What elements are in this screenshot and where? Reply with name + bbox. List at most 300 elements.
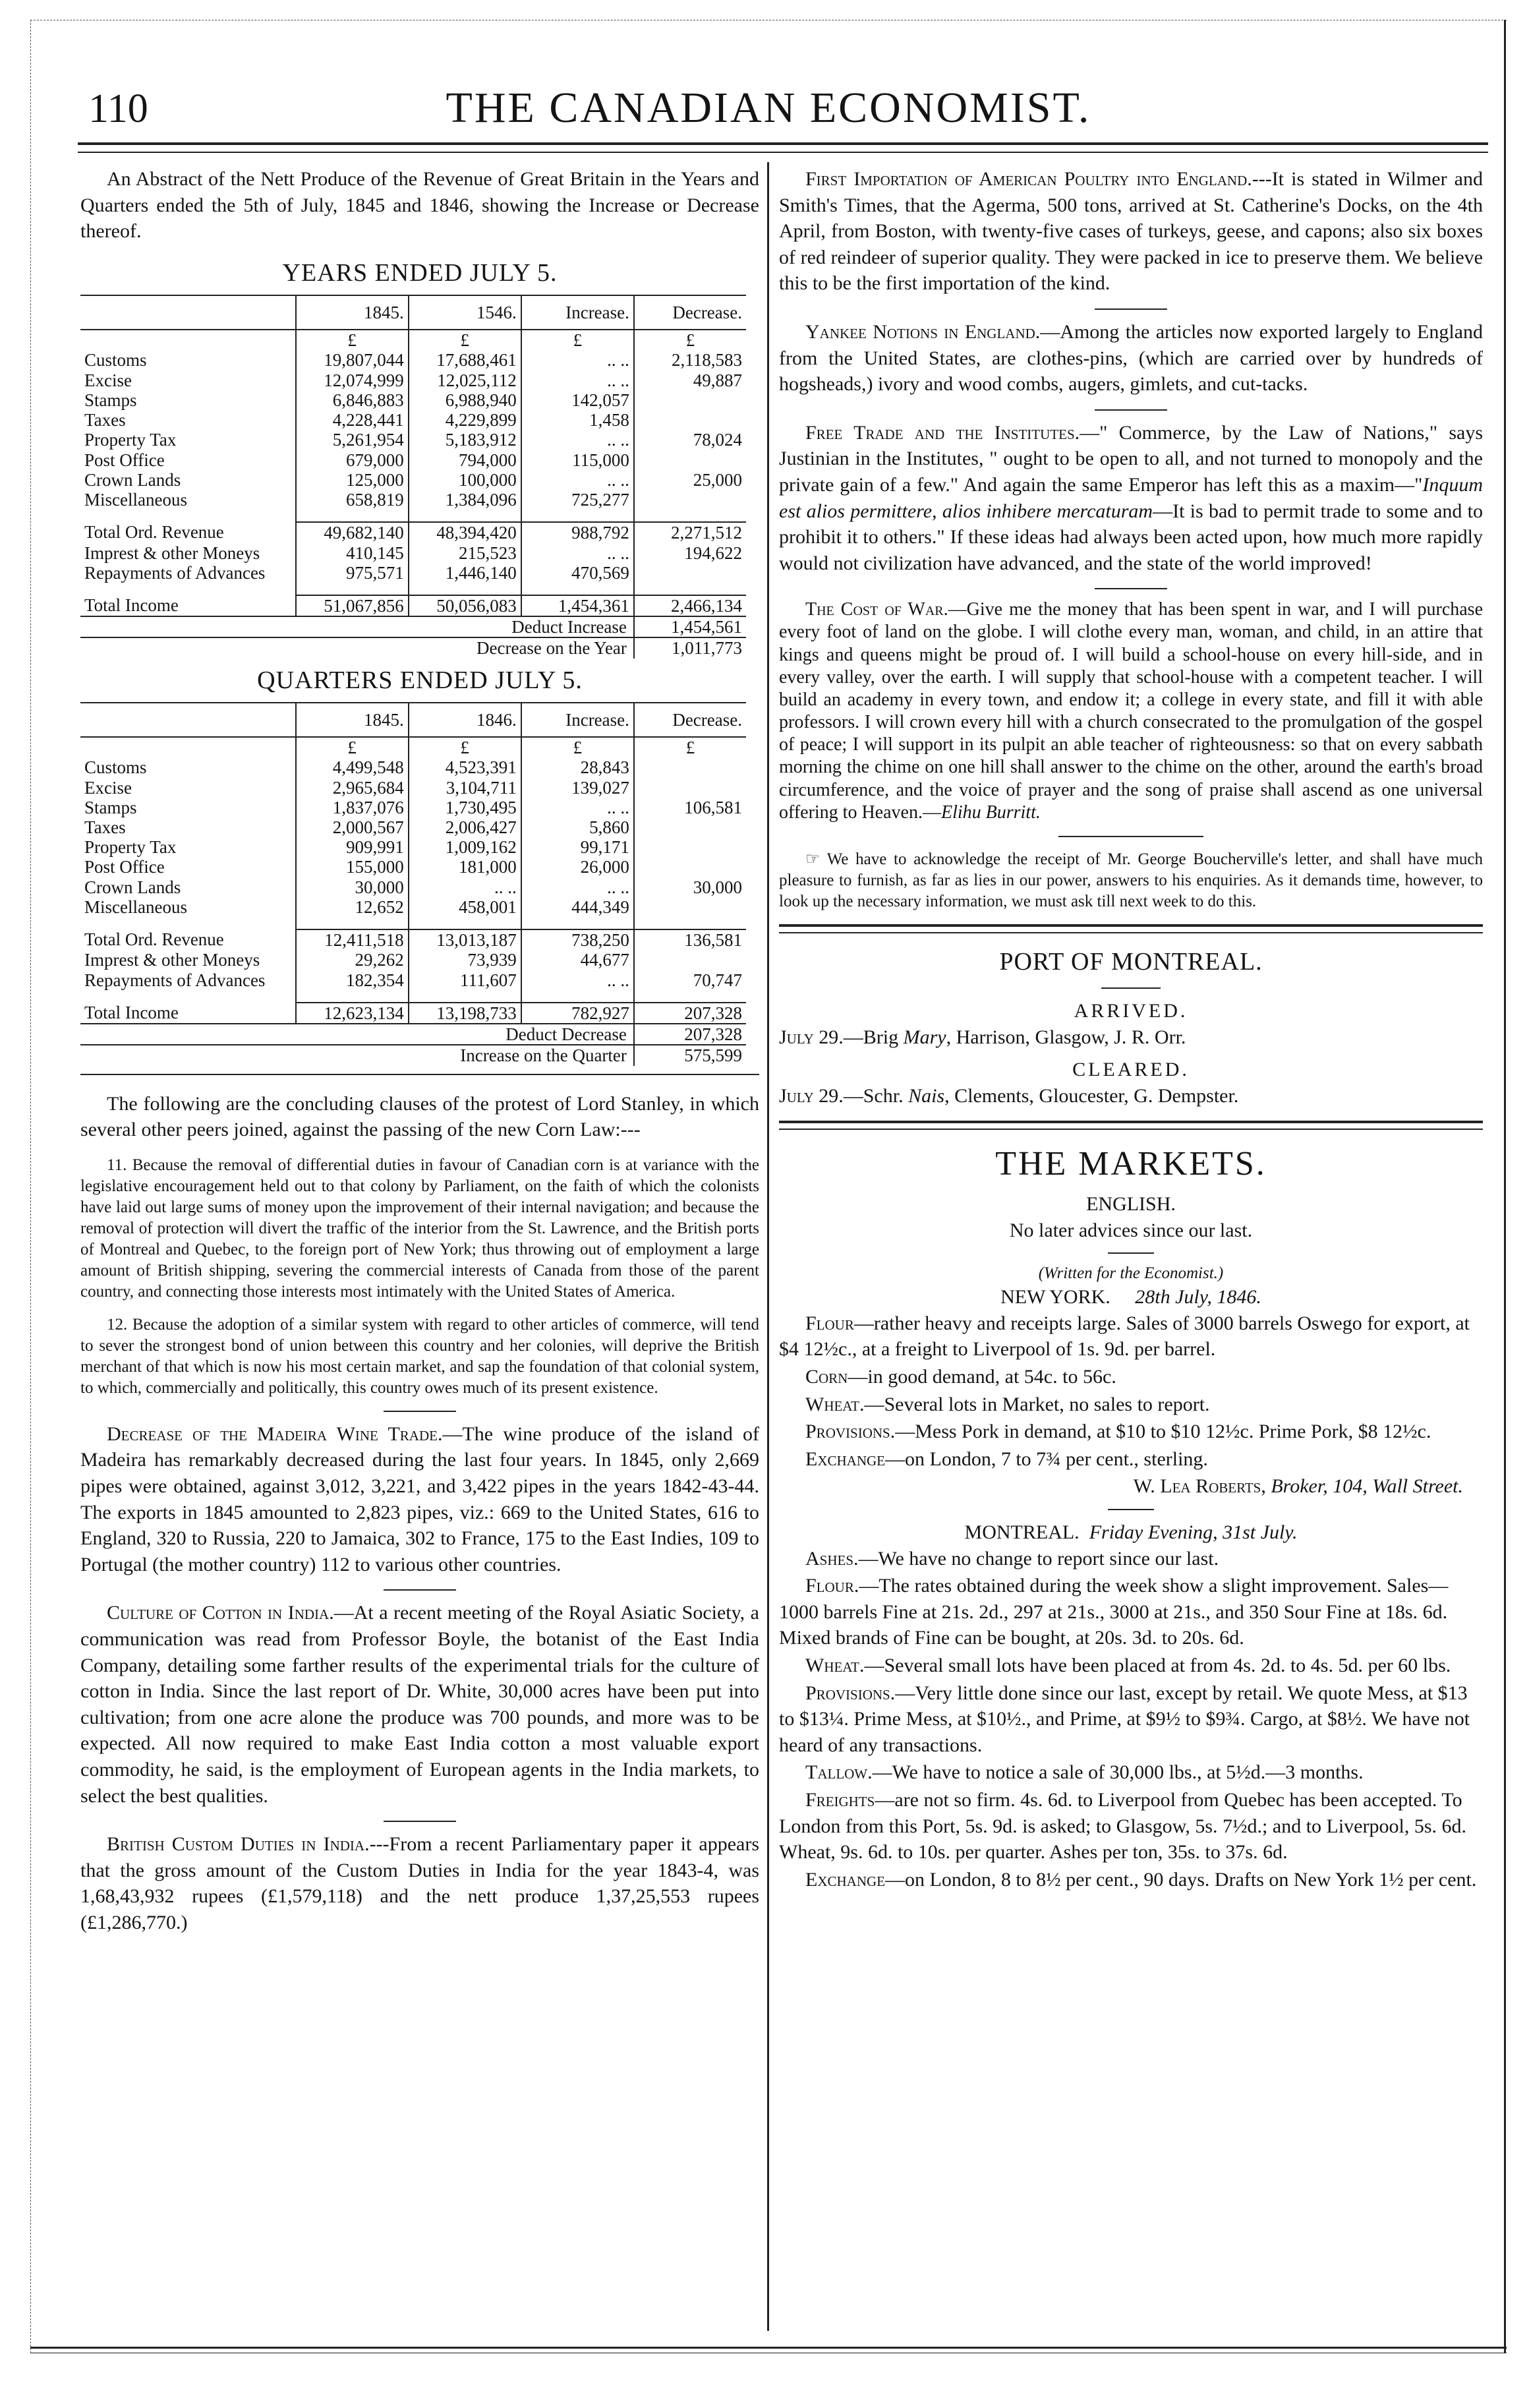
cotton-article [80,1600,759,1809]
table-cell: 1,446,140 [409,563,521,583]
table-cell: 5,261,954 [296,430,409,450]
table-row [80,970,746,990]
row-label: Miscellaneous [84,896,187,917]
quarters-col-decrease: Decrease. [634,703,746,737]
summary-label: Deduct Increase [80,616,634,637]
table-row [80,350,746,370]
quarters-col-1846: 1846. [409,703,521,737]
table-cell: 215,523 [409,543,521,563]
table-cell [634,897,746,917]
cleared-entry [779,1083,1483,1109]
table-cell: 30,000 [634,877,746,897]
currency-cell: £ [409,330,521,350]
row-label: Imprest & other Moneys [84,950,260,970]
years-col-increase: Increase. [521,295,634,330]
table-cell: 444,349 [521,897,634,917]
cleared-a: —Schr. [843,1084,904,1107]
ny-place: NEW YORK. [1000,1286,1111,1308]
market-item-label: Exchange [805,1448,885,1470]
free-trade-latin: Inquum est alios permittere, alios inhibere mercaturam [779,473,1483,522]
table-cell: .. .. [521,350,634,370]
separator [1108,1252,1154,1254]
table-cell: 50,056,083 [409,595,521,616]
table-cell: .. .. [521,430,634,450]
market-item-text: —on London, 7 to 7¾ per cent., sterling. [885,1448,1208,1470]
ny-market-list [779,1310,1483,1473]
spacer-cell [296,990,409,1003]
table-cell: 782,927 [521,1003,634,1024]
table-cell: .. .. [521,970,634,990]
ny-signature-rest: Broker, 104, Wall Street. [1271,1475,1463,1498]
table-cell: 12,025,112 [409,370,521,390]
row-label: Miscellaneous [84,490,187,510]
table-cell: 155,000 [296,857,409,877]
market-item-label: Flour [805,1575,854,1597]
currency-cell: £ [634,737,746,757]
table-cell: .. .. [521,877,634,897]
table-cell: 458,001 [409,897,521,917]
table-row [80,837,746,857]
table-cell: 4,229,899 [409,410,521,430]
cotton-title: Culture of Cotton in India. [107,1602,334,1624]
summary-row [80,1045,746,1065]
free-trade-body-a: —" Commerce, by the Law of Nations," says Justinian in the Institutes, " ought to be open to all, and not turned to monopoly and the private gain of a few." And again the same Emperor has left this as a maxim—" [779,421,1483,496]
separator [384,1821,456,1822]
market-item [779,1867,1483,1893]
column-divider [767,162,769,2331]
table-cell: 194,622 [634,543,746,563]
market-item-label: Flour [805,1312,854,1334]
market-item [779,1392,1483,1418]
spacer-cell [634,990,746,1003]
spacer-cell [80,990,296,1003]
table-row [80,1003,746,1024]
market-item-label: Ashes [805,1547,854,1570]
table-cell: 99,171 [521,837,634,857]
ny-dateline [779,1284,1483,1310]
table-cell: 1,730,495 [409,798,521,817]
table-cell: 658,819 [296,490,409,510]
table-row [80,798,746,817]
table-cell: 1,009,162 [409,837,521,857]
page-border-bottom [30,2347,1507,2353]
arrived-label: ARRIVED. [1074,1000,1188,1022]
abstract-intro: An Abstract of the Nett Produce of the Revenue of Great Britain in the Years and Quarters ended the 5th of July, 1845 and 1846, showing the Increase or Decrease thereof. [80,168,759,243]
market-item-text: .—Several lots in Market, no sales to report. [859,1393,1210,1415]
customs-title: British Custom Duties in India. [107,1833,370,1856]
market-item-text: .—The rates obtained during the week show a slight improvement. Sales—1000 barrels Fine at 21s. 2d., 297 at 21s., 3000 at 21s., and 350 Sour Fine at 18s. 6d. Mixed brands of Fine can be bought, at 20s. 3d. to 20s. 6d. [779,1575,1449,1649]
table-cell: 13,198,733 [409,1003,521,1024]
table-cell [634,857,746,877]
currency-cell: £ [521,737,634,757]
spacer-row [80,917,746,929]
table-row [80,929,746,950]
yankee-article [779,319,1483,397]
currency-cell: £ [409,737,521,757]
ny-signature [779,1473,1463,1500]
table-cell: 78,024 [634,430,746,450]
separator [1095,588,1167,589]
row-label: Stamps [84,797,137,817]
market-item-label: Wheat [805,1393,859,1415]
table-cell: 30,000 [296,877,409,897]
years-body [80,330,746,659]
market-item [779,1310,1483,1363]
ny-date: 28th July, 1846. [1135,1286,1261,1308]
quarters-heading: QUARTERS ENDED JULY 5. [257,666,583,694]
table-cell [634,390,746,410]
table-row [80,522,746,543]
market-item-text: —rather heavy and receipts large. Sales of 3000 barrels Oswego for export, at $4 12½c., at a freight to Liverpool of 1s. 9d. per barrel. [779,1312,1470,1361]
madeira-title: Decrease of the Madeira Wine Trade. [107,1423,443,1445]
yankee-body: —Among the articles now exported largely to England from the United States, are clothes-pins, (which are carried over by hundreds of hogsheads,) ivory and wood combs, augers, gimlets, and cut-tacks. [779,320,1483,396]
table-cell: 2,006,427 [409,817,521,837]
quarters-header-row [80,703,746,737]
table-row [80,595,746,616]
market-item-text: .—We have no change to report since our last. [853,1547,1219,1570]
row-label [80,330,296,350]
section-rule [779,924,1483,933]
table-cell: 2,118,583 [634,350,746,370]
table-row [80,877,746,897]
table-row [80,430,746,450]
summary-value: 1,011,773 [634,637,746,658]
table-row [80,778,746,798]
table-cell [634,778,746,798]
table-cell: 12,623,134 [296,1003,409,1024]
market-item-label: Corn [805,1366,848,1388]
stanley-clause-11: 11. Because the removal of differential duties in favour of Canadian corn is at variance with the legislative encouragement held out to that colony by Parliament, on the faith of which the colonists have laid out large sums of money upon the improvement of their internal navigation; and because the removal of protection will divert the traffic of the interior from the St. Lawrence, and the British ports of Montreal and Quebec, to the foreign port of New York; thus throwing out of employment a large amount of British shipping, severing the commercial interests of Canada from those of the parent country, and connecting those interests most intimately with the United States of America. [80,1156,759,1301]
arrived-a: —Brig [843,1026,899,1048]
table-row [80,543,746,563]
war-title: The Cost of War. [805,599,948,620]
table-cell: 181,000 [409,857,521,877]
table-cell: 17,688,461 [409,350,521,370]
table-row [80,950,746,970]
table-cell [634,837,746,857]
row-label: Total Income [84,595,179,615]
market-item [779,1546,1483,1572]
table-cell: 4,523,391 [409,757,521,777]
table-cell: 975,571 [296,563,409,583]
table-cell: 142,057 [521,390,634,410]
masthead-rule [78,142,1488,153]
spacer-cell [296,917,409,929]
table-cell: 6,988,940 [409,390,521,410]
table-cell: 5,860 [521,817,634,837]
customs-article [80,1831,759,1935]
spacer-cell [296,510,409,522]
table-cell: 51,067,856 [296,595,409,616]
table-cell: 115,000 [521,450,634,470]
free-trade-article [779,420,1483,577]
table-row [80,817,746,837]
cleared-ship: Nais [908,1084,945,1107]
market-item-text: —in good demand, at 54c. to 56c. [848,1366,1116,1388]
currency-cell: £ [296,737,409,757]
arrived-date: July 29. [779,1026,844,1048]
years-col-1845: 1845. [296,295,409,330]
table-cell: 3,104,711 [409,778,521,798]
mtl-market-list [779,1546,1483,1893]
cleared-b: , Clements, Gloucester, G. Dempster. [944,1084,1239,1107]
row-label: Crown Lands [84,469,181,490]
table-cell: 70,747 [634,970,746,990]
mtl-date: Friday Evening, 31st July. [1089,1521,1298,1543]
table-cell: .. .. [409,877,521,897]
ny-signature-name: W. Lea Roberts, [1133,1475,1266,1498]
arrived-b: , Harrison, Glasgow, J. R. Orr. [946,1026,1186,1048]
mtl-dateline [779,1519,1483,1546]
spacer-cell [80,917,296,929]
market-item [779,1787,1483,1865]
table-cell: 48,394,420 [409,522,521,543]
separator [384,1589,456,1591]
market-item [779,1446,1483,1473]
table-cell: 794,000 [409,450,521,470]
table-cell: 4,499,548 [296,757,409,777]
row-label: Customs [84,757,147,778]
quarters-table [80,702,746,1066]
table-cell: 2,271,512 [634,522,746,543]
summary-value: 1,454,561 [634,616,746,637]
spacer-cell [634,917,746,929]
table-cell: 49,887 [634,370,746,390]
table-cell: 19,807,044 [296,350,409,370]
quarters-col-1845: 1845. [296,703,409,737]
table-cell: 1,384,096 [409,490,521,510]
row-label: Repayments of Advances [84,562,266,583]
years-col-label [80,295,296,330]
table-cell [634,817,746,837]
table-cell: 100,000 [409,470,521,490]
table-row [80,390,746,410]
table-cell: 5,183,912 [409,430,521,450]
english-note: No later advices since our last. [1009,1219,1253,1241]
years-table [80,295,746,659]
english-label: ENGLISH. [1086,1193,1176,1216]
quarters-body [80,737,746,1066]
summary-label: Increase on the Quarter [80,1045,634,1065]
table-cell: 12,652 [296,897,409,917]
row-label: Imprest & other Moneys [84,543,260,563]
row-label: Repayments of Advances [84,970,266,990]
spacer-cell [296,583,409,595]
arrived-entry [779,1024,1483,1051]
market-item [779,1653,1483,1679]
table-row [80,410,746,430]
market-item-text: .—Several small lots have been placed at from 4s. 2d. to 4s. 5d. per 60 lbs. [859,1654,1451,1676]
table-row [80,897,746,917]
table-cell: 125,000 [296,470,409,490]
table-row [80,490,746,510]
table-cell: 207,328 [634,1003,746,1024]
table-row [80,857,746,877]
table-cell: 679,000 [296,450,409,470]
table-cell [634,757,746,777]
poultry-body: ---It is stated in Wilmer and Smith's Times, that the Agerma, 500 tons, arrived at St. Catherine's Docks, on the 4th April, from Boston, with twenty-five cases of turkeys, geese, and capons; also six boxes of red reindeer of superior quality. They were packed in ice to preserve them. We believe this to be the first importation of the kind. [779,168,1483,295]
page-border-left [30,20,32,2353]
separator [1058,836,1203,837]
table-cell [634,410,746,430]
notice-body: We have to acknowledge the receipt of Mr. George Boucherville's letter, and shall have much pleasure to furnish, as far as lies in our power, answers to his enquiries. As it demands time, however, to look up the necessary information, we must ask till next week to do this. [779,850,1483,910]
free-trade-title: Free Trade and the Institutes. [805,421,1080,444]
summary-row [80,616,746,637]
mtl-place: MONTREAL. [964,1521,1080,1543]
table-cell: .. .. [521,370,634,390]
years-col-1846: 1546. [409,295,521,330]
row-label [80,737,296,757]
spacer-cell [409,990,521,1003]
madeira-body: —The wine produce of the island of Madeira has remarkably decreased during the last four years. In 1845, only 2,669 pipes were obtained, against 3,012, 3,221, and 3,422 pipes in the years 1842-43-44. The exports in 1845 amounted to 2,823 pipes, viz.: 669 to the United States, 616 to England, 320 to Russia, 220 to Jamaica, 302 to France, 175 to the East Indies, 109 to Portugal (the mother country) 112 to various other countries. [80,1423,759,1575]
arrived-ship: Mary [903,1026,946,1048]
table-cell [634,490,746,510]
row-label: Taxes [84,817,126,838]
row-label: Property Tax [84,837,177,858]
row-label: Excise [84,370,132,390]
left-column [80,166,759,1947]
row-label: Customs [84,350,147,370]
table-cell: 1,458 [521,410,634,430]
spacer-cell [409,917,521,929]
table-cell: .. .. [521,470,634,490]
table-cell: 44,677 [521,950,634,970]
market-item-text: .—Very little done since our last, except by retail. We quote Mess, at $13 to $13¼. Prime Mess, at $10½., and Prime, at $9½ to $9¾. Cargo, at $8½. We have not heard of any transactions. [779,1682,1470,1756]
table-cell: 13,013,187 [409,929,521,950]
spacer-cell [634,510,746,522]
market-item [779,1573,1483,1651]
summary-row [80,1024,746,1045]
row-label: Crown Lands [84,877,181,897]
cleared-label: CLEARED. [1072,1059,1190,1081]
currency-row [80,737,746,757]
table-cell [634,950,746,970]
summary-label: Decrease on the Year [80,637,634,658]
summary-value: 575,599 [634,1045,746,1065]
table-cell: .. .. [521,543,634,563]
yankee-title: Yankee Notions in England. [805,320,1041,343]
market-item-text: —on London, 8 to 8½ per cent., 90 days. Drafts on New York 1½ per cent. [885,1868,1477,1891]
table-cell: 738,250 [521,929,634,950]
table-row [80,450,746,470]
markets-heading: THE MARKETS. [995,1145,1267,1183]
market-item-label: Exchange [805,1868,885,1891]
table-cell: 139,027 [521,778,634,798]
currency-row [80,330,746,350]
spacer-cell [80,510,296,522]
table-cell: .. .. [521,798,634,817]
table-cell: 909,991 [296,837,409,857]
years-heading: YEARS ENDED JULY 5. [282,258,558,287]
table-cell: 410,145 [296,543,409,563]
table-row [80,563,746,583]
table-cell: 12,411,518 [296,929,409,950]
table-row [80,757,746,777]
summary-label: Deduct Decrease [80,1024,634,1045]
section-rule [779,1121,1483,1130]
quarters-col-increase: Increase. [521,703,634,737]
spacer-cell [521,990,634,1003]
spacer-cell [634,583,746,595]
market-item [779,1759,1483,1786]
row-label: Excise [84,777,132,798]
market-item-label: Provisions [805,1682,890,1704]
table-row [80,470,746,490]
table-cell: 28,843 [521,757,634,777]
market-item-label: Wheat [805,1654,859,1676]
madeira-article [80,1421,759,1578]
years-col-decrease: Decrease. [634,295,746,330]
table-cell: 29,262 [296,950,409,970]
table-cell: 111,607 [409,970,521,990]
table-cell: 2,965,684 [296,778,409,798]
spacer-cell [521,583,634,595]
page-number: 110 [88,86,148,131]
customs-body: ---From a recent Parliamentary paper it appears that the gross amount of the Custom Duties in India for the year 1843-4, was 1,68,43,932 rupees (£1,579,118) and the nett produce 1,37,25,553 rupees (£1,286,770.) [80,1833,759,1933]
market-item-label: Provisions [805,1421,890,1443]
table-cell: 26,000 [521,857,634,877]
currency-cell: £ [634,330,746,350]
summary-value: 207,328 [634,1024,746,1045]
summary-row [80,637,746,658]
table-cell: 988,792 [521,522,634,543]
table-cell: 12,074,999 [296,370,409,390]
spacer-cell [80,583,296,595]
war-body: —Give me the money that has been spent in war, and I will purchase every foot of land on the globe. I will clothe every man, woman, and child, in an attire that kings and queens might be proud of. I will build a school-house on every hill-side, and in every valley, over the earth. I will supply that school-house with a competent teacher. I will build an academy in every town, and endow it; a college in every state, and fill it with able professors. I will crown every hill with a church consecrated to the promulgation of the gospel of peace; I will support in its pulpit an able teacher of righteousness: so that on every sabbath morning the chime on one hill shall answer to the chime on the other, around the earth's broad circumference, and the voice of prayer and the song of praise shall ascend as one universal offering to Heaven.— [779,599,1484,823]
table-cell: 182,354 [296,970,409,990]
table-cell: 1,837,076 [296,798,409,817]
table-cell [634,563,746,583]
table-cell: 106,581 [634,798,746,817]
table-cell: 4,228,441 [296,410,409,430]
market-item-label: Freights [805,1788,875,1811]
table-cell: 49,682,140 [296,522,409,543]
page-border-top [30,20,1507,22]
free-trade-body-b: —It is bad to permit trade to some and to prohibit it to others." If these ideas had always been acted upon, how much more rapidly would not civilization have advanced, and the state of the world improved! [779,500,1484,574]
masthead: THE CANADIAN ECONOMIST. [446,84,1091,132]
page-border-right [1504,20,1506,2353]
war-article [779,599,1483,824]
spacer-row [80,583,746,595]
table-cell: 73,939 [409,950,521,970]
newspaper-page [30,20,1507,2353]
table-cell: 136,581 [634,929,746,950]
row-label: Total Ord. Revenue [84,929,224,950]
table-cell: 470,569 [521,563,634,583]
editor-notice [779,849,1483,912]
table-row [80,370,746,390]
right-column [779,166,1483,1894]
row-label: Taxes [84,410,126,430]
table-cell: 2,466,134 [634,595,746,616]
table-end-rule [80,1074,759,1075]
market-item-text: .—Mess Pork in demand, at $10 to $10 12½c. Prime Pork, $8 12½c. [890,1421,1431,1443]
row-label: Property Tax [84,430,177,450]
table-cell: 25,000 [634,470,746,490]
currency-cell: £ [521,330,634,350]
currency-cell: £ [296,330,409,350]
separator [1095,409,1167,411]
row-label: Stamps [84,390,137,410]
market-item-text: —are not so firm. 4s. 6d. to Liverpool from Quebec has been accepted. To London from this Port, 5s. 9d. is asked; to Glasgow, 5s. 7½d.; and to Liverpool, 5s. 6d. Wheat, 9s. 6d. to 10s. per quarter. Ashes per ton, 35s. to 37s. 6d. [779,1788,1466,1864]
spacer-cell [521,510,634,522]
row-label: Post Office [84,450,165,470]
separator [384,1411,456,1412]
market-item-label: Tallow [805,1761,868,1784]
spacer-cell [409,510,521,522]
spacer-row [80,510,746,522]
row-label: Total Income [84,1002,179,1022]
